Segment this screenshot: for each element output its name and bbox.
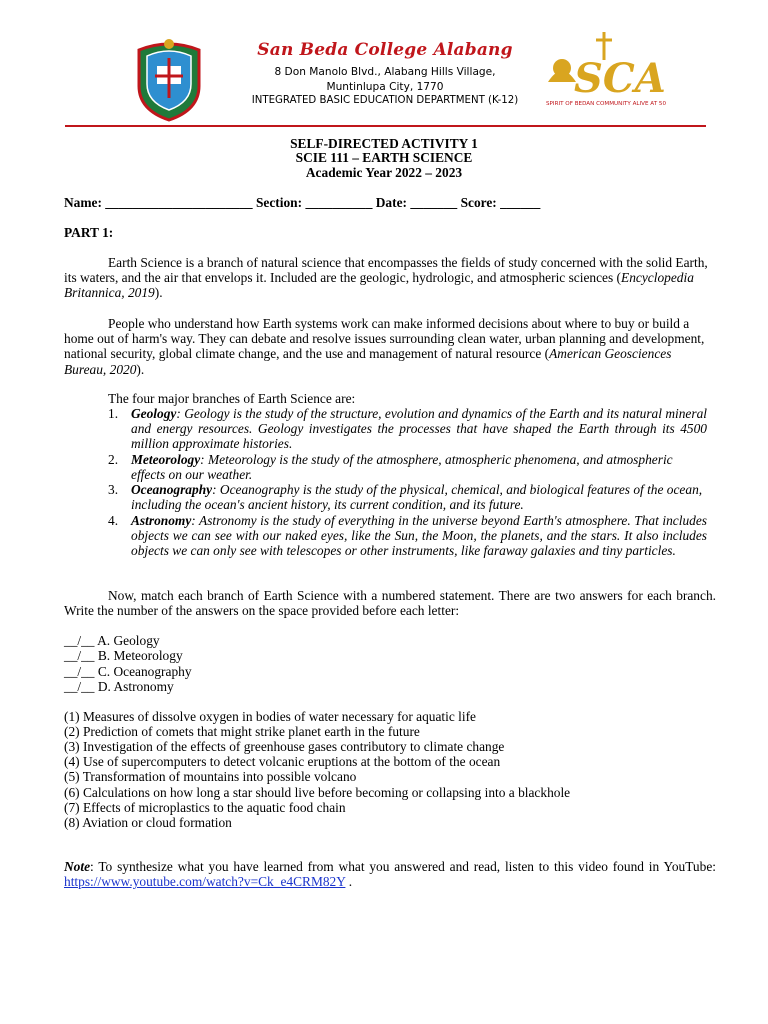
score-blank[interactable]: ______ bbox=[500, 195, 541, 210]
branch-number: 3. bbox=[108, 482, 119, 497]
activity-title: SELF-DIRECTED ACTIVITY 1 bbox=[290, 136, 478, 151]
branch-term: Astronomy bbox=[131, 513, 192, 528]
academic-year: Academic Year 2022 – 2023 bbox=[305, 165, 463, 180]
branch-description: : Geology is the study of the structure, evolution and dynamics of the Earth and its natural mineral and energy resources. Geology investigates the processes that have shaped the Earth through its 4500 million approximate histories. bbox=[131, 406, 707, 452]
sca-anniversary-logo bbox=[540, 30, 676, 110]
header-divider bbox=[65, 125, 706, 127]
school-name: San Beda College Alabang bbox=[257, 40, 513, 60]
department-name: INTEGRATED BASIC EDUCATION DEPARTMENT (K-12) bbox=[251, 95, 519, 106]
answer-blank-meteorology[interactable]: __/__ B. Meteorology bbox=[64, 648, 183, 663]
statement-item: (5) Transformation of mountains into possible volcano bbox=[64, 769, 357, 784]
branch-meteorology bbox=[131, 452, 707, 482]
date-label: Date: bbox=[375, 195, 407, 210]
intro-paragraph-2: People who understand how Earth systems work can make informed decisions about where to buy or build a home out of harm's way. They can debate and resolve issues surrounding clean water, urban planning and development, national security, global climate change, and the use and management of natural resource (American Geosciences Bureau, 2020). bbox=[64, 316, 705, 377]
address-line-1: 8 Don Manolo Blvd., Alabang Hills Village, bbox=[274, 66, 496, 78]
date-blank[interactable]: _______ bbox=[410, 195, 458, 210]
answer-blank-geology[interactable]: __/__ A. Geology bbox=[64, 633, 160, 648]
branch-term: Geology bbox=[131, 406, 177, 421]
name-label: Name: bbox=[64, 195, 102, 210]
branch-description: : Meteorology is the study of the atmosphere, atmospheric phenomena, and atmospheric effects on our weather. bbox=[131, 452, 673, 483]
branch-oceanography bbox=[131, 482, 707, 512]
statement-item: (6) Calculations on how long a star should live before becoming or collapsing into a blackhole bbox=[64, 785, 571, 800]
citation-britannica: Encyclopedia Britannica, 2019 bbox=[64, 270, 694, 301]
branch-geology bbox=[131, 406, 707, 452]
statement-item: (1) Measures of dissolve oxygen in bodies of water necessary for aquatic life bbox=[64, 709, 476, 724]
citation-geosciences: American Geosciences Bureau, 2020 bbox=[64, 346, 672, 377]
branch-description: : Astronomy is the study of everything in the universe beyond Earth's atmosphere. That includes objects we can see with our naked eyes, like the Sun, the Moon, the planets, and the stars. It also includes objects we can only see with telescopes or other instruments, like faraway galaxies and tiny particles. bbox=[131, 513, 707, 559]
answer-blank-oceanography[interactable]: __/__ C. Oceanography bbox=[64, 664, 192, 679]
branch-number: 2. bbox=[108, 452, 119, 467]
branch-term: Meteorology bbox=[131, 452, 201, 467]
statement-item: (2) Prediction of comets that might strike planet earth in the future bbox=[64, 724, 420, 739]
part-1-heading: PART 1: bbox=[64, 225, 114, 240]
score-label: Score: bbox=[460, 195, 497, 210]
school-seal-logo bbox=[133, 36, 205, 122]
statement-item: (8) Aviation or cloud formation bbox=[64, 815, 232, 830]
note-label: Note bbox=[64, 859, 91, 874]
answer-blank-astronomy[interactable]: __/__ D. Astronomy bbox=[64, 679, 174, 694]
section-blank[interactable]: __________ bbox=[305, 195, 373, 210]
statement-item: (7) Effects of microplastics to the aquatic food chain bbox=[64, 800, 346, 815]
branches-intro: The four major branches of Earth Science are: bbox=[108, 391, 356, 406]
name-blank[interactable]: ______________________ bbox=[105, 195, 253, 210]
statement-item: (3) Investigation of the effects of greenhouse gases contributory to climate change bbox=[64, 739, 505, 754]
youtube-link[interactable]: https://www.youtube.com/watch?v=Ck_e4CRM82Y bbox=[64, 874, 346, 890]
branch-number: 1. bbox=[108, 406, 119, 421]
branch-description: : Oceanography is the study of the physical, chemical, and biological features of the ocean, including the ocean's ancient history, its current condition, and its future. bbox=[131, 482, 703, 513]
branch-astronomy bbox=[131, 513, 707, 559]
matching-instructions: Now, match each branch of Earth Science with a numbered statement. There are two answers for each branch. Write the number of the answers on the space provided before each letter: bbox=[64, 588, 716, 619]
statement-item: (4) Use of supercomputers to detect volcanic eruptions at the bottom of the ocean bbox=[64, 754, 501, 769]
intro-paragraph-1: Earth Science is a branch of natural science that encompasses the fields of study concerned with the solid Earth, its waters, and the air that envelops it. Included are the geologic, hydrologic, and atmospheric sciences (Encyclopedia Britannica, 2019). bbox=[64, 255, 708, 301]
video-note: Note: To synthesize what you have learned from what you answered and read, listen to this video found in YouTube: https://www.youtube.com/watch?v=Ck_e4CRM82Y . bbox=[64, 859, 716, 890]
branch-number: 4. bbox=[108, 513, 119, 528]
address-line-2: Muntinlupa City, 1770 bbox=[326, 81, 444, 93]
note-text: : To synthesize what you have learned from what you answered and read, listen to this video found in YouTube: bbox=[90, 859, 716, 874]
course-title: SCIE 111 – EARTH SCIENCE bbox=[295, 150, 473, 165]
sca-logo-tagline: SPIRIT OF BEDAN COMMUNITY ALIVE AT 50 bbox=[546, 101, 667, 107]
section-label: Section: bbox=[255, 195, 303, 210]
branch-term: Oceanography bbox=[131, 482, 213, 497]
sca-logo-lettering: SCA bbox=[574, 55, 666, 102]
student-info-line bbox=[64, 195, 540, 211]
